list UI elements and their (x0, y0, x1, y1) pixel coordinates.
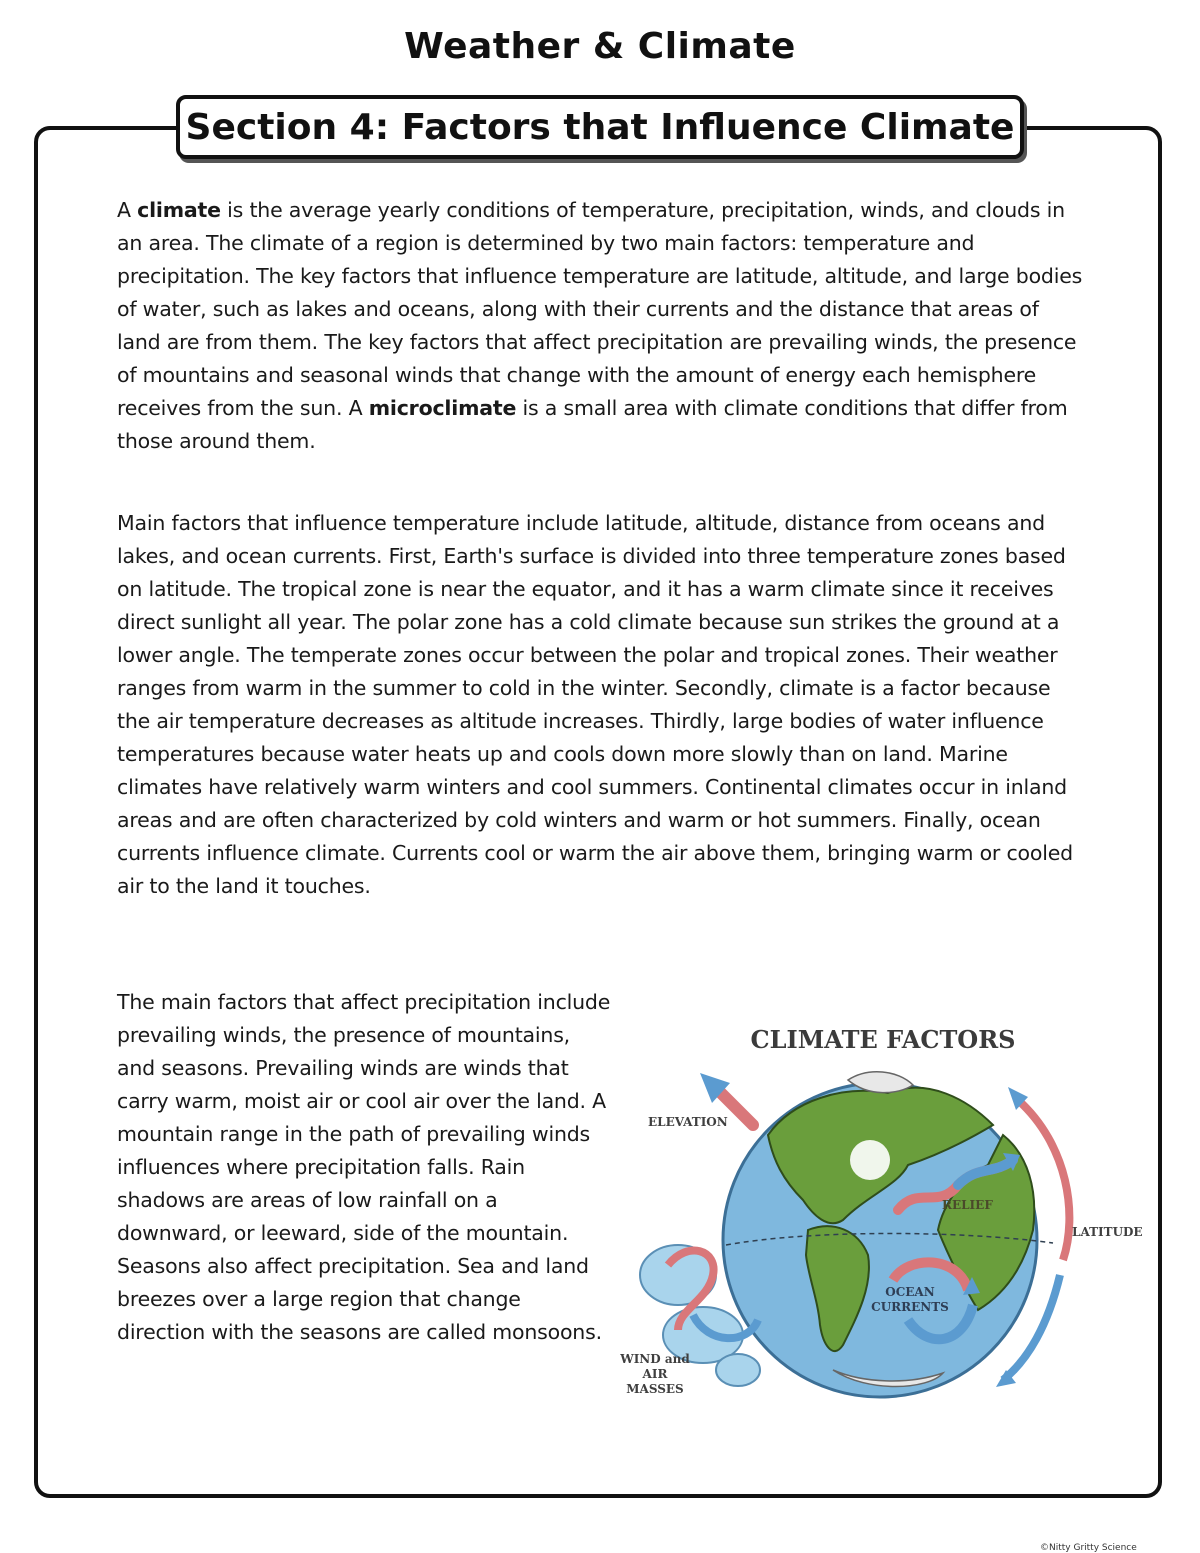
paragraph-precipitation-factors (117, 986, 612, 1349)
section-header-box (176, 95, 1024, 159)
cloud-3 (716, 1354, 760, 1386)
climate-factors-illustration (608, 1015, 1148, 1400)
term-climate: climate (137, 198, 221, 222)
paragraph-climate-definition (117, 194, 1087, 458)
label-elevation: ELEVATION (648, 1115, 728, 1129)
label-wind-air-masses (614, 1352, 696, 1397)
paragraph-temperature-factors (117, 507, 1087, 903)
section-title: Section 4: Factors that Influence Climate (185, 106, 1015, 148)
para1-text-c: is a small area with climate conditions that differ from those around them. (117, 396, 1068, 453)
page-title: Weather & Climate (404, 26, 796, 67)
term-microclimate: microclimate (368, 396, 517, 420)
label-latitude: LATITUDE (1072, 1225, 1143, 1239)
para1-text-a: A (117, 198, 138, 222)
label-wind-line1: WIND and (620, 1352, 690, 1366)
copyright-notice: ©Nitty Gritty Science (1040, 1543, 1137, 1553)
label-ocean-line2: CURRENTS (871, 1300, 949, 1314)
globe-illustration (608, 1015, 1148, 1400)
sun-glare (850, 1140, 890, 1180)
label-wind-line2: AIR MASSES (626, 1367, 684, 1396)
para2-text: Main factors that influence temperature include latitude, altitude, distance from oceans and lakes, and ocean currents. First, Earth's surface is divided into three temperature zones based on latitude. The tropical zone is near the equator, and it has a warm climate since it receives direct sunlight all year. The polar zone has a cold climate because sun strikes the ground at a lower angle. The temperate zones occur between the polar and tropical zones. Their weather ranges from warm in the summer to cold in the winter. Secondly, climate is a factor because the air temperature decreases as altitude increases. Thirdly, large bodies of water influence temperatures because water heats up and cools down more slowly than on land. Marine climates have relatively warm winters and cool summers. Continental climates occur in inland areas and are often characterized by cold winters and warm or hot summers. Finally, ocean currents influence climate. Currents cool or warm the air above them, bringing warm or cooled air to the land it touches. (117, 511, 1073, 898)
figure-title: CLIMATE FACTORS (750, 1025, 1016, 1054)
para1-text-b: is the average yearly conditions of temperature, precipitation, winds, and clouds in an area. The climate of a region is determined by two main factors: temperature and precipitation. The key factors that influence temperature are latitude, altitude, and large bodies of water, such as lakes and oceans, along with their currents and the distance that areas of land are from them. The key factors that affect precipitation are prevailing winds, the presence of mountains and seasonal winds that change with the amount of energy each hemisphere receives from the sun. A (117, 198, 1083, 420)
label-relief: RELIEF (942, 1198, 993, 1212)
label-ocean-currents (870, 1285, 950, 1315)
label-ocean-line1: OCEAN (885, 1285, 935, 1299)
para3-text: The main factors that affect precipitation include prevailing winds, the presence of mountains, and seasons. Prevailing winds are winds that carry warm, moist air or cool air over the land. A mountain range in the path of prevailing winds influences where precipitation falls. Rain shadows are areas of low rainfall on a downward, or leeward, side of the mountain. Seasons also affect precipitation. Sea and land breezes over a large region that change direction with the seasons are called monsoons. (117, 990, 611, 1344)
